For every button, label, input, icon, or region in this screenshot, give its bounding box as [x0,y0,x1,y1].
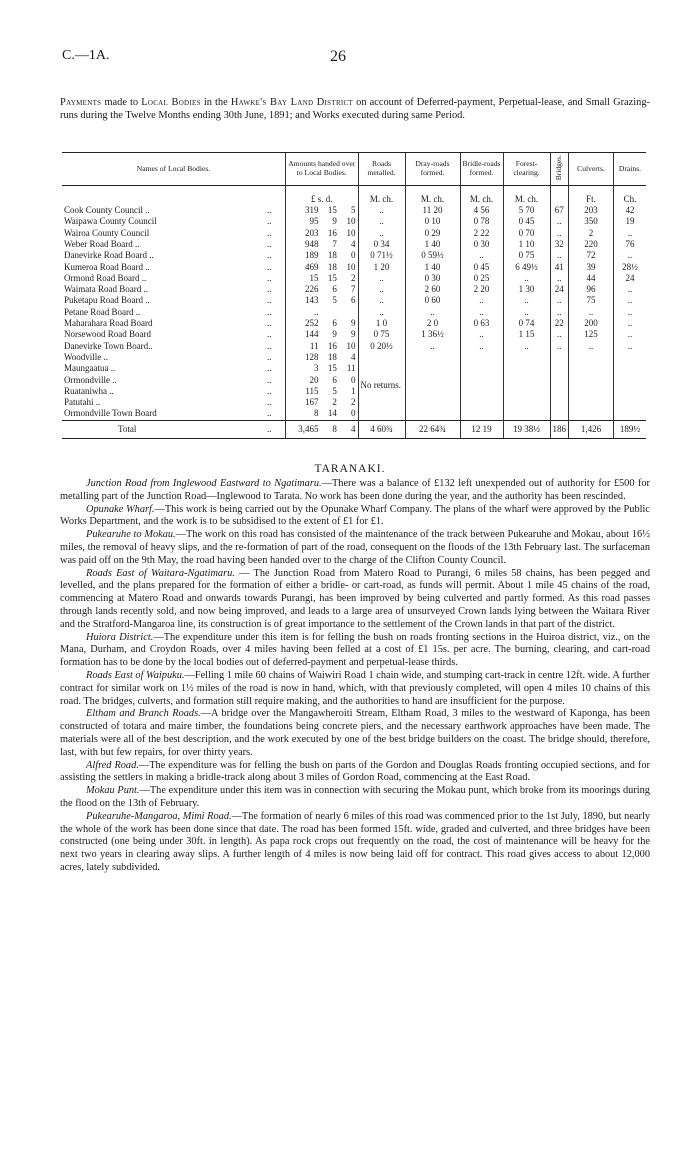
amount-shillings: 6 [332,284,337,295]
bridges-count: .. [550,273,569,284]
section-body [60,478,650,875]
local-body-name: Puketapu Road Board .. [64,295,150,306]
amount-pence: 7 [351,284,356,295]
table-row [62,341,646,352]
leader-dots: .. [267,205,272,216]
forest-clearing: .. [503,273,550,284]
total-shillings: 8 [321,420,339,438]
leader-dots: .. [267,306,272,317]
amount-pounds: 469 [286,262,321,273]
body-paragraph [60,632,650,670]
amount-pence: 11 [346,363,356,374]
unit-forest: M. ch. [503,185,550,205]
roads-metalled: 1 20 [358,262,405,273]
dray-roads: 2 60 [405,284,460,295]
total-culverts: 1,426 [569,420,614,438]
drains-ch: .. [614,228,647,239]
paragraph-text: —A bridge over the Mangawheroiti Stream, Eltham Road, 3 miles to the westward of Kaponga, has been constructed of totara and maire timber, the foundations being concrete piers, and the necessary earthwork approaches have been made. The materials were all of the best description, and the work executed by one of the best bridge builders on the coast. The bridge should, therefore, last, with but few repairs, for over thirty years. [60,708,650,758]
amount-shillings: 5 [332,295,337,306]
local-body-name: Waipawa County Council [64,216,157,227]
bridges-count: .. [550,228,569,239]
amount-pence: 10 [346,261,356,272]
empty-cell [569,352,614,420]
bridle-roads: .. [460,329,503,340]
local-body-name: Waimata Road Board .. [64,284,149,295]
col-header-drains: Drains. [614,153,647,186]
paragraph-text: —The expenditure under this item was in connection with securing the Mokau punt, which broke from its moorings during the flood on the 13th of February. [60,785,650,809]
dray-roads: 0 30 [405,273,460,284]
amount-shillings: 18 [327,250,337,261]
forest-clearing: 0 45 [503,216,550,227]
local-body-name: Maharahara Road Board [64,318,153,329]
caption-local-bodies: Local Bodies [141,97,201,108]
total-forest: 19 38½ [503,420,550,438]
total-roads: 4 60¾ [358,420,405,438]
paragraph-title: Mokau Punt. [86,785,140,797]
table-row [62,318,646,329]
paragraph-text: —The formation of nearly 6 miles of this road was commenced prior to the 1st July, 1890, but nearly the whole of the work has been done since that date. The road has been formed 15ft. wide, graded and culverted, and three bridges have been constructed (one being under 30ft. in length). As papa rock crops out frequently on the road, the cost of maintenance will be heavy for the next two years in clearing away slips. A further length of 4 miles is now being laid off for contract. This road gives access to about 12,000 acres, lately subdivided. [60,810,650,873]
amount-pounds: .. [286,307,321,318]
paragraph-text: —The expenditure was for felling the bush on parts of the Gordon and Douglas Roads fronting occupied sections, and for assisting the settlers in making a bridle-track along about 3 miles of Gordon Road, commencing at the East Road. [60,759,650,784]
forest-clearing: 0 74 [503,318,550,329]
culverts-ft: 125 [569,329,614,340]
bridle-roads: 0 45 [460,262,503,273]
paragraph-text: —There was a balance of £132 left unexpended out of authority for £500 for metalling part of the Junction Road—Inglewood to Tarata. No work has been done during the year, and the authority has been rescinded. [60,478,650,502]
amount-pence: 4 [351,239,356,249]
total-drains: 189½ [614,420,647,438]
amount-shillings [321,307,339,318]
body-paragraph [60,760,650,786]
roads-metalled: .. [358,307,405,318]
col-header-forest: Forest-clearing. [503,153,550,186]
roads-metalled: .. [358,216,405,227]
amount-shillings: 6 [332,374,337,385]
local-body-name: Ormond Road Board .. [64,272,147,283]
table-row [62,352,646,363]
forest-clearing: 6 49½ [503,262,550,273]
table-row [62,295,646,306]
amount-shillings: 14 [327,408,337,419]
table-row [62,228,646,239]
culverts-ft: 200 [569,318,614,329]
total-pence: 4 [339,420,358,438]
amount-pounds: 20 [286,375,321,386]
bridges-count: .. [550,329,569,340]
section-heading: TARANAKI. [314,463,386,475]
paragraph-title: Alfred Road. [86,759,139,771]
drains-ch: 28½ [614,262,647,273]
paragraph-title: Pukearuhe-Mangaroa, Mimi Road. [86,810,232,822]
paragraph-title: Eltham and Branch Roads. [86,708,201,720]
amount-pence: 0 [351,408,356,419]
body-paragraph [60,478,650,504]
forest-clearing: 1 30 [503,284,550,295]
amount-pounds: 252 [286,318,321,329]
local-body-name: Norsewood Road Board [64,329,151,340]
leader-dots: .. [267,318,272,329]
table-row [62,262,646,273]
local-body-name: Patutahi .. [64,397,101,408]
caption-text: made to [101,97,142,108]
bridges-count: 32 [550,239,569,250]
amount-pounds: 115 [286,386,321,397]
paragraph-title: Roads East of Waipuku. [86,669,185,681]
roads-metalled: .. [358,205,405,216]
local-body-name: Danevirke Road Board .. [64,250,154,261]
amount-pounds: 167 [286,397,321,408]
leader-dots: .. [267,363,272,374]
amount-shillings: 9 [332,329,337,340]
bridle-roads: .. [460,341,503,352]
table-row [62,239,646,250]
local-body-name: Ormondville Town Board [64,408,157,419]
drains-ch: 24 [614,273,647,284]
culverts-ft: .. [569,341,614,352]
payments-table [62,152,646,439]
caption-district: Hawke's Bay Land District [230,97,354,108]
amount-pence: 2 [351,397,356,408]
bridges-count: 67 [550,205,569,216]
forest-clearing: .. [503,295,550,306]
drains-ch: .. [614,250,647,261]
col-header-roads: Roads metalled. [358,153,405,186]
leader-dots: .. [267,295,272,306]
leader-dots: .. [267,216,272,227]
bridle-roads: .. [460,307,503,318]
dray-roads: 2 0 [405,318,460,329]
roads-metalled: 0 75 [358,329,405,340]
total-label: Total [62,420,265,438]
page-number: 26 [330,48,346,65]
paragraph-text: —This work is being carried out by the Opunake Wharf Company. The plans of the wharf were approved by the Public Works Department, and the work is to be subsidised to the extent of £1 for £1. [60,503,650,528]
no-returns-note: No returns. [358,352,405,420]
amount-pounds: 203 [286,228,321,239]
body-paragraph [60,785,650,811]
drains-ch: .. [614,318,647,329]
amount-shillings: 5 [332,385,337,396]
amount-pence: 1 [351,385,356,396]
amount-pence: 10 [346,227,356,238]
amount-shillings: 16 [327,227,337,238]
roads-metalled: 0 20½ [358,341,405,352]
local-body-name: Danevirke Town Board.. [64,340,153,351]
bridges-count: 41 [550,262,569,273]
amount-pence: 2 [351,272,356,283]
bridle-roads: 2 20 [460,284,503,295]
bridges-count: .. [550,295,569,306]
units-row [62,185,646,205]
leader-dots: .. [267,351,272,362]
dray-roads: 0 59½ [405,250,460,261]
bridle-roads: 0 63 [460,318,503,329]
culverts-ft: 203 [569,205,614,216]
culverts-ft: 220 [569,239,614,250]
amount-pence [339,307,358,318]
drains-ch: 42 [614,205,647,216]
table-header-row [62,153,646,186]
drains-ch: .. [614,341,647,352]
col-header-dray: Dray-roads formed. [405,153,460,186]
culverts-ft: 75 [569,295,614,306]
leader-dots: .. [267,227,272,238]
local-body-name: Kumeroa Road Board .. [64,261,150,272]
amount-shillings: 15 [327,363,337,374]
leader-dots: .. [267,261,272,272]
drains-ch: .. [614,307,647,318]
bridges-count: .. [550,307,569,318]
amount-pounds: 189 [286,250,321,261]
amount-shillings: 18 [327,351,337,362]
local-body-name: Maungaatua .. [64,363,116,374]
paragraph-title: Junction Road from Inglewood Eastward to Ngatimaru. [86,478,322,489]
roads-metalled: 0 71½ [358,250,405,261]
culverts-ft: 72 [569,250,614,261]
roads-metalled: .. [358,228,405,239]
unit-dray: M. ch. [405,185,460,205]
amount-pence: 9 [351,318,356,329]
amount-pence: 0 [351,250,356,261]
paragraph-text: —Felling 1 mile 60 chains of Waiwiri Road 1 chain wide, and stumping cart-track in centre 12ft. wide. A further contract for similar work on 1½ miles of the road is now in hand, which, with that previously completed, will open 4 miles 10 chains of this road. The bridges, culverts, and formation still require making, and the authorities to hand are insufficient for the purpose. [60,669,650,707]
local-body-name: Ormondville .. [64,374,117,385]
empty-cell [550,352,569,420]
table-row [62,329,646,340]
caption-text: on account of Deferred-payment, Perpetual-lease, and Small Grazing-runs during the Twelve Months ending 30th June, 1891; and Works executed during same Period. [60,97,651,121]
dray-roads: 1 40 [405,239,460,250]
forest-clearing: 1 15 [503,329,550,340]
table-row [62,307,646,318]
drains-ch: 19 [614,216,647,227]
dray-roads: .. [405,341,460,352]
culverts-ft: 96 [569,284,614,295]
amount-pence: 9 [351,329,356,340]
amount-pounds: 144 [286,329,321,340]
bridle-roads: 0 30 [460,239,503,250]
forest-clearing: 5 70 [503,205,550,216]
drains-ch: .. [614,284,647,295]
total-dray: 22 64¾ [405,420,460,438]
bridges-label: Bridges. [553,155,563,181]
amount-shillings: 2 [332,397,337,408]
col-header-bridges [550,153,569,186]
body-paragraph [60,568,650,632]
unit-bridle: M. ch. [460,185,503,205]
total-bridle: 12 19 [460,420,503,438]
culverts-ft: 44 [569,273,614,284]
local-body-name: Ruataniwha .. [64,385,114,396]
paragraph-text: — The Junction Road from Matero Road to Purangi, 6 miles 58 chains, has been pegged and levelled, and the plans prepared for the formation of either a bridle- or cart-road, as funds will permit. About 1 mile 45 chains of the road, commencing at Matero Road and onwards towards Purangi, has been improved by being culverted and partly formed. As this road passes through lands recently sold, and now being improved, and leads to a large area of unsurveyed Crown lands lying between the Waitara River and the Stratford-Mangaroa line, its construction is of great importance to the settlement of the Crown lands in that part of the district. [60,567,650,630]
empty-cell [503,352,550,420]
amount-shillings: 15 [327,272,337,283]
paragraph-text: —The expenditure under this item is for felling the bush on roads fronting sections in the Huiroa district, viz., on the Mana, Durham, and Croydon Roads, over 4 miles having been felled at a cost of £1 15s. per acre. The burning, clearing, and cart-road formation has to be done by the local bodies out of deferred-payment and perpetual-lease thirds. [60,631,650,669]
leader-dots: .. [267,397,272,408]
forest-clearing: 1 10 [503,239,550,250]
document-reference: C.—1A. [62,48,110,63]
leader-dots: .. [267,340,272,351]
col-header-culverts: Culverts. [569,153,614,186]
amount-pence: 6 [351,295,356,306]
table-row [62,205,646,216]
dray-roads: 1 36½ [405,329,460,340]
caption-lead: Payments [60,97,102,108]
amount-shillings: 15 [327,205,337,216]
amount-shillings: 6 [332,318,337,329]
amount-pounds: 226 [286,284,321,295]
amount-pounds: 8 [286,408,321,420]
leader-dots: .. [267,250,272,261]
leader-dots: .. [267,408,272,419]
forest-clearing: 0 70 [503,228,550,239]
bridle-roads: 0 78 [460,216,503,227]
col-header-amounts: Amounts handed over to Local Bodies. [286,153,359,186]
unit-roads: M. ch. [358,185,405,205]
table-row [62,284,646,295]
body-paragraph [60,529,650,567]
amount-shillings: 16 [327,340,337,351]
body-paragraph [60,504,650,530]
amount-pence: 10 [346,216,356,227]
culverts-ft: 350 [569,216,614,227]
leader-dots: .. [267,239,272,249]
dray-roads: 1 40 [405,262,460,273]
bridges-count: .. [550,341,569,352]
paragraph-title: Pukearuhe to Mokau. [86,529,176,541]
amount-shillings: 18 [327,261,337,272]
dray-roads: 0 10 [405,216,460,227]
local-body-name: Cook County Council .. [64,205,150,216]
local-body-name: Weber Road Board .. [64,239,140,249]
amount-pence: 4 [351,351,356,362]
bridges-count: 24 [550,284,569,295]
drains-ch: .. [614,295,647,306]
forest-clearing: .. [503,307,550,318]
roads-metalled: .. [358,273,405,284]
paragraph-text: —The work on this road has consisted of the maintenance of the track between Pukearuhe and Mokau, about 16½ miles, the removal of heavy slips, and the re-formation of part of the road, consequent on the floods of the 13th February last. The surfaceman was paid off on the 9th May, the road having been handed over to the charge of the Clifton County Council. [60,529,650,566]
body-paragraph [60,708,650,759]
dray-roads: 11 20 [405,205,460,216]
total-row [62,420,646,438]
amount-shillings: 7 [332,239,337,249]
paragraph-title: Opunake Wharf. [86,503,155,515]
leader-dots: .. [267,272,272,283]
unit-culverts: Ft. [569,185,614,205]
leader-dots: .. [267,385,272,396]
amount-pence: 5 [351,205,356,216]
paragraph-title: Huiora District. [86,631,154,643]
caption-text: in the [200,97,231,108]
roads-metalled: 1 0 [358,318,405,329]
col-header-names: Names of Local Bodies. [62,153,286,186]
roads-metalled: .. [358,295,405,306]
culverts-ft: 2 [569,228,614,239]
drains-ch: 76 [614,239,647,250]
amount-pounds: 319 [286,205,321,216]
leader-dots: .. [267,329,272,340]
roads-metalled: 0 34 [358,239,405,250]
bridle-roads: .. [460,295,503,306]
amount-pounds: 3 [286,363,321,374]
leader-dots: .. [265,420,286,438]
dray-roads: 0 60 [405,295,460,306]
amount-pounds: 11 [286,341,321,352]
page-header [62,48,642,68]
amount-pence: 10 [346,340,356,351]
paragraph-title: Roads East of Waitara-Ngatimaru. [86,567,235,579]
bridle-roads: 0 25 [460,273,503,284]
total-pounds: 3,465 [286,420,321,438]
amount-pounds: 128 [286,352,321,363]
dray-roads: .. [405,307,460,318]
table-caption [60,96,650,122]
empty-cell [405,352,460,420]
bridle-roads: .. [460,250,503,261]
amount-pounds: 948 [286,239,321,250]
dray-roads: 0 29 [405,228,460,239]
culverts-ft: .. [569,307,614,318]
table-row [62,273,646,284]
empty-cell [460,352,503,420]
empty-cell [614,352,647,420]
body-paragraph [60,670,650,708]
roads-metalled: .. [358,284,405,295]
bridle-roads: 4 56 [460,205,503,216]
col-header-bridle: Bridle-roads formed. [460,153,503,186]
unit-money: £ s. d. [286,185,359,205]
total-bridges: 186 [550,420,569,438]
body-paragraph [60,811,650,875]
local-body-name: Wairoa County Council [64,227,150,238]
culverts-ft: 39 [569,262,614,273]
forest-clearing: .. [503,341,550,352]
forest-clearing: 0 75 [503,250,550,261]
bridges-count: .. [550,250,569,261]
table-row [62,250,646,261]
amount-pounds: 95 [286,216,321,227]
bridle-roads: 2 22 [460,228,503,239]
leader-dots: .. [267,374,272,385]
unit-drains: Ch. [614,185,647,205]
bridges-count: .. [550,216,569,227]
amount-pounds: 143 [286,295,321,306]
local-body-name: Woodville .. [64,351,109,362]
leader-dots: .. [267,284,272,295]
amount-pounds: 15 [286,273,321,284]
drains-ch: .. [614,329,647,340]
bridges-count: 22 [550,318,569,329]
amount-shillings: 9 [332,216,337,227]
local-body-name: Petane Road Board .. [64,306,141,317]
table-row [62,216,646,227]
amount-pence: 0 [351,374,356,385]
